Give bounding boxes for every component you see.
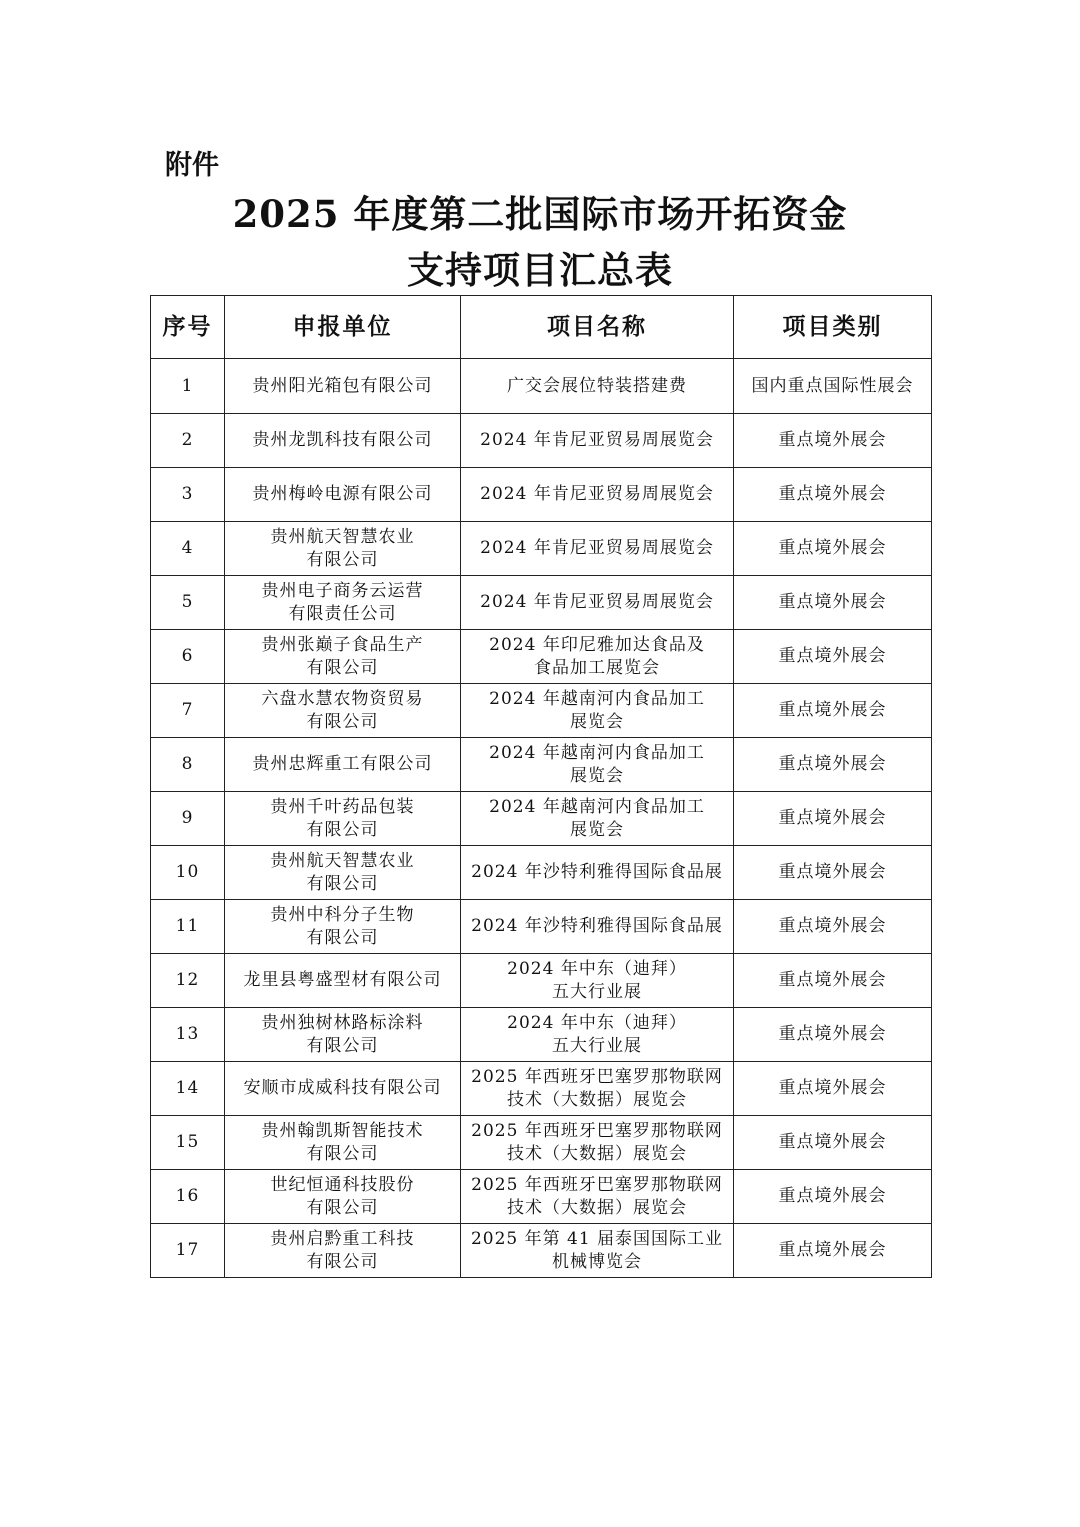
cell-category: 重点境外展会 [734, 1170, 932, 1224]
cell-unit: 贵州梅岭电源有限公司 [225, 468, 461, 522]
cell-number: 16 [151, 1170, 225, 1224]
cell-project: 2024 年中东（迪拜） 五大行业展 [461, 954, 734, 1008]
cell-number: 13 [151, 1008, 225, 1062]
table-row [151, 414, 932, 468]
table-row [151, 738, 932, 792]
cell-unit: 贵州电子商务云运营 有限责任公司 [225, 576, 461, 630]
cell-number: 6 [151, 630, 225, 684]
cell-unit: 龙里县粤盛型材有限公司 [225, 954, 461, 1008]
cell-unit: 贵州中科分子生物 有限公司 [225, 900, 461, 954]
table-row [151, 1224, 932, 1278]
table-body [151, 359, 932, 1278]
table-header-row [151, 296, 932, 359]
cell-unit: 贵州龙凯科技有限公司 [225, 414, 461, 468]
cell-category: 重点境外展会 [734, 468, 932, 522]
column-header-category: 项目类别 [734, 296, 932, 359]
cell-category: 重点境外展会 [734, 522, 932, 576]
cell-project: 2024 年肯尼亚贸易周展览会 [461, 576, 734, 630]
cell-category: 重点境外展会 [734, 1116, 932, 1170]
page-title-line-1: 2025 年度第二批国际市场开拓资金 [232, 192, 848, 236]
cell-project: 2024 年越南河内食品加工 展览会 [461, 738, 734, 792]
cell-category: 重点境外展会 [734, 576, 932, 630]
table-row [151, 576, 932, 630]
cell-category: 重点境外展会 [734, 792, 932, 846]
cell-number: 11 [151, 900, 225, 954]
cell-project: 2025 年西班牙巴塞罗那物联网 技术（大数据）展览会 [461, 1062, 734, 1116]
cell-number: 8 [151, 738, 225, 792]
cell-category: 国内重点国际性展会 [734, 359, 932, 414]
cell-project: 2024 年肯尼亚贸易周展览会 [461, 522, 734, 576]
cell-project: 2024 年越南河内食品加工 展览会 [461, 792, 734, 846]
cell-category: 重点境外展会 [734, 414, 932, 468]
cell-project: 2024 年越南河内食品加工 展览会 [461, 684, 734, 738]
cell-project: 2025 年西班牙巴塞罗那物联网 技术（大数据）展览会 [461, 1116, 734, 1170]
cell-category: 重点境外展会 [734, 954, 932, 1008]
table-row [151, 1116, 932, 1170]
table-row [151, 684, 932, 738]
cell-category: 重点境外展会 [734, 846, 932, 900]
cell-unit: 贵州张巅子食品生产 有限公司 [225, 630, 461, 684]
cell-unit: 贵州独树林路标涂料 有限公司 [225, 1008, 461, 1062]
table-row [151, 846, 932, 900]
cell-project: 2024 年印尼雅加达食品及 食品加工展览会 [461, 630, 734, 684]
cell-project: 2025 年第 41 届泰国国际工业 机械博览会 [461, 1224, 734, 1278]
table-row [151, 1008, 932, 1062]
cell-project: 2025 年西班牙巴塞罗那物联网 技术（大数据）展览会 [461, 1170, 734, 1224]
cell-unit: 贵州翰凯斯智能技术 有限公司 [225, 1116, 461, 1170]
cell-number: 1 [151, 359, 225, 414]
cell-unit: 贵州阳光箱包有限公司 [225, 359, 461, 414]
attachment-label: 附件 [165, 150, 219, 181]
cell-project: 2024 年中东（迪拜） 五大行业展 [461, 1008, 734, 1062]
cell-category: 重点境外展会 [734, 900, 932, 954]
cell-category: 重点境外展会 [734, 738, 932, 792]
cell-project: 2024 年沙特利雅得国际食品展 [461, 846, 734, 900]
table-row [151, 522, 932, 576]
table-row [151, 1062, 932, 1116]
cell-number: 4 [151, 522, 225, 576]
cell-number: 12 [151, 954, 225, 1008]
summary-table [150, 295, 932, 1278]
cell-project: 2024 年沙特利雅得国际食品展 [461, 900, 734, 954]
table-row [151, 954, 932, 1008]
cell-category: 重点境外展会 [734, 1062, 932, 1116]
table-row [151, 630, 932, 684]
cell-unit: 贵州航天智慧农业 有限公司 [225, 846, 461, 900]
cell-number: 5 [151, 576, 225, 630]
table-row [151, 900, 932, 954]
table-row [151, 792, 932, 846]
cell-number: 10 [151, 846, 225, 900]
cell-unit: 贵州启黔重工科技 有限公司 [225, 1224, 461, 1278]
cell-project: 2024 年肯尼亚贸易周展览会 [461, 468, 734, 522]
cell-unit: 贵州航天智慧农业 有限公司 [225, 522, 461, 576]
column-header-unit: 申报单位 [225, 296, 461, 359]
cell-category: 重点境外展会 [734, 1008, 932, 1062]
cell-category: 重点境外展会 [734, 684, 932, 738]
table-row [151, 1170, 932, 1224]
table-row [151, 359, 932, 414]
page-title-line-2: 支持项目汇总表 [407, 248, 673, 292]
cell-number: 14 [151, 1062, 225, 1116]
cell-number: 17 [151, 1224, 225, 1278]
cell-unit: 贵州千叶药品包装 有限公司 [225, 792, 461, 846]
cell-number: 2 [151, 414, 225, 468]
cell-number: 15 [151, 1116, 225, 1170]
cell-unit: 安顺市成威科技有限公司 [225, 1062, 461, 1116]
cell-number: 3 [151, 468, 225, 522]
table-row [151, 468, 932, 522]
cell-project: 2024 年肯尼亚贸易周展览会 [461, 414, 734, 468]
cell-unit: 六盘水慧农物资贸易 有限公司 [225, 684, 461, 738]
cell-unit: 贵州忠辉重工有限公司 [225, 738, 461, 792]
cell-project: 广交会展位特装搭建费 [461, 359, 734, 414]
cell-category: 重点境外展会 [734, 630, 932, 684]
column-header-number: 序号 [151, 296, 225, 359]
cell-number: 9 [151, 792, 225, 846]
cell-unit: 世纪恒通科技股份 有限公司 [225, 1170, 461, 1224]
cell-number: 7 [151, 684, 225, 738]
cell-category: 重点境外展会 [734, 1224, 932, 1278]
column-header-project: 项目名称 [461, 296, 734, 359]
